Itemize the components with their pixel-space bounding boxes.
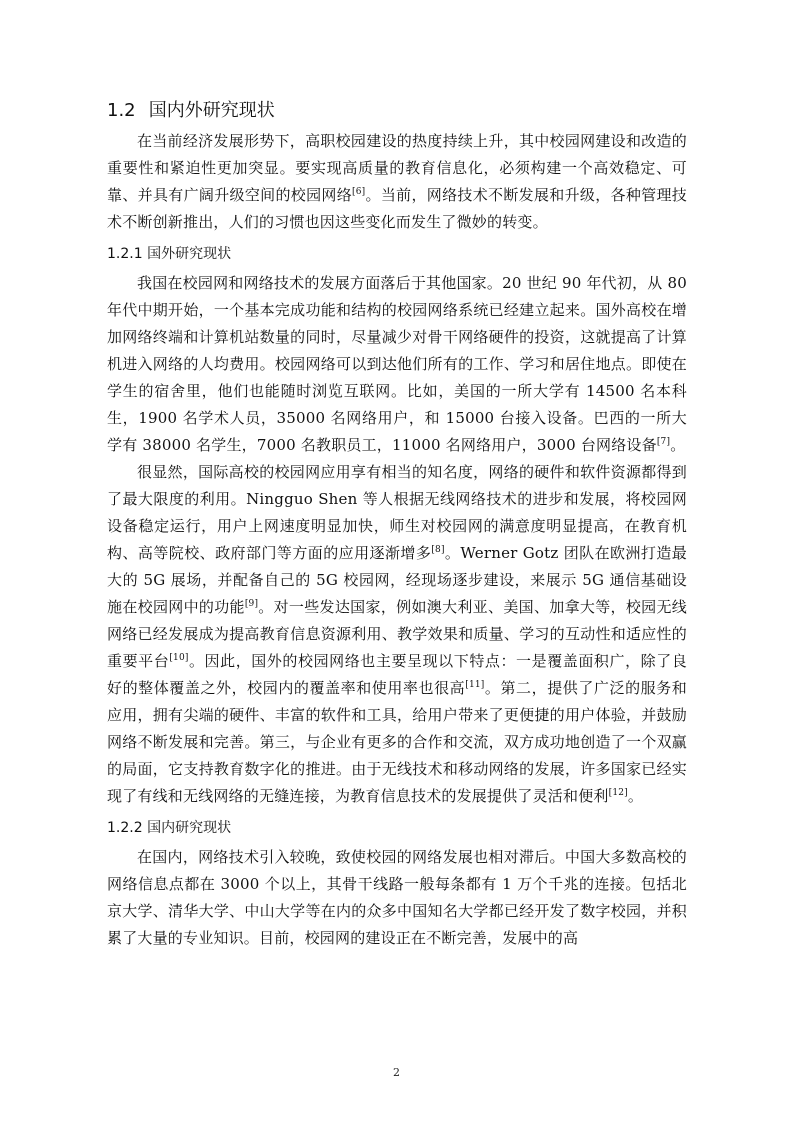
text-run: 在当前经济发展形势下，高职校园建设的热度持续上升，其中校园网建设和改造的重要性和紧迫性更加突显。要实现高质量的教育信息化，必须构建一个高效稳定、可靠、并具有广阔升级空间的校园网络 [107,132,687,204]
text-run: 。Werner Gotz 团队在欧洲打造最大的 5G 展场，并配备自己的 5G 校园网，经现场逐步建设，来展示 5G 通信基础设施在校园网中的功能 [107,544,687,616]
citation-ref: [7] [656,437,671,447]
subsection-heading-foreign: 1.2.1 国外研究现状 [107,246,232,262]
text-run: 很显然，国际高校的校园网应用享有相当的知名度，网络的硬件和软件资源都得到了最大限度的利用。Ningguo Shen 等人根据无线网络技术的进步和发展，将校园网设备稳定运行，用户上网速度明显加快，师生对校园网的满意度明显提高，在教育机构、高等院校、政府部门等方面的应用逐渐增多 [107,463,687,562]
section-title: 国内外研究现状 [148,100,275,121]
text-run: 。第二，提供了广泛的服务和应用，拥有尖端的硬件、丰富的软件和工具，给用户带来了更便捷的用户体验，并鼓励网络不断发展和完善。第三，与企业有更多的合作和交流，双方成功地创造了一个双赢的局面，它支持教育数字化的推进。由于无线技术和移动网络的发展，许多国家已经实现了有线和无线网络的无缝连接，为教育信息技术的发展提供了灵活和便利 [107,679,687,805]
text-run: 。因此，国外的校园网络也主要呈现以下特点：一是覆盖面积广，除了良好的整体覆盖之外，校园内的覆盖率和使用率也很高 [107,652,687,697]
citation-ref: [10] [169,653,189,663]
text-run: 我国在校园网和网络技术的发展方面落后于其他国家。20 世纪 90 年代初，从 80 年代中期开始，一个基本完成功能和结构的校园网络系统已经建立起来。国外高校在增加网络终端和计算机站数量的同时，尽量减少对骨干网络硬件的投资，这就提高了计算机进入网络的人均费用。校园网络可以到达他们所有的工作、学习和居住地点。即使在学生的宿舍里，他们也能随时浏览互联网。比如，美国的一所大学有 14500 名本科生，1900 名学术人员，35000 名网络用户，和 15000 台接入设备。巴西的一所大学有 38000 名学生，7000 名教职员工，11000 名网络用户，3000 台网络设备 [107,274,687,454]
page-content [107,96,687,952]
section-number: 1.2 [107,100,136,121]
intro-paragraph [107,128,687,236]
text-run: 在国内，网络技术引入较晚，致使校园的网络发展也相对滞后。中国大多数高校的网络信息点都在 3000 个以上，其骨干线路一般每条都有 1 万个千兆的连接。包括北京大学、清华大学、中山大学等在内的众多中国知名大学都已经开发了数字校园，并积累了大量的专业知识。目前，校园网的建设正在不断完善，发展中的高 [107,848,687,947]
section-heading [107,96,687,126]
text-run: 。 [627,787,644,805]
citation-ref: [6] [352,187,366,197]
foreign-paragraph-2 [107,459,687,810]
text-run: 。对一些发达国家，例如澳大利亚、美国、加拿大等，校园无线网络已经发展成为提高教育信息资源利用、教学效果和质量、学习的互动性和适应性的重要平台 [107,598,687,670]
citation-ref: [8] [431,545,445,555]
citation-ref: [12] [608,788,628,798]
text-run: 。 [670,436,686,454]
citation-ref: [9] [244,599,259,609]
foreign-paragraph-1 [107,270,687,459]
subsection-heading-domestic: 1.2.2 国内研究现状 [107,820,232,836]
citation-ref: [11] [465,680,485,690]
text-run: 。当前，网络技术不断发展和升级，各种管理技术不断创新推出，人们的习惯也因这些变化而发生了微妙的转变。 [107,186,688,231]
domestic-paragraph-1 [107,844,687,952]
page-number: 2 [393,1066,400,1079]
